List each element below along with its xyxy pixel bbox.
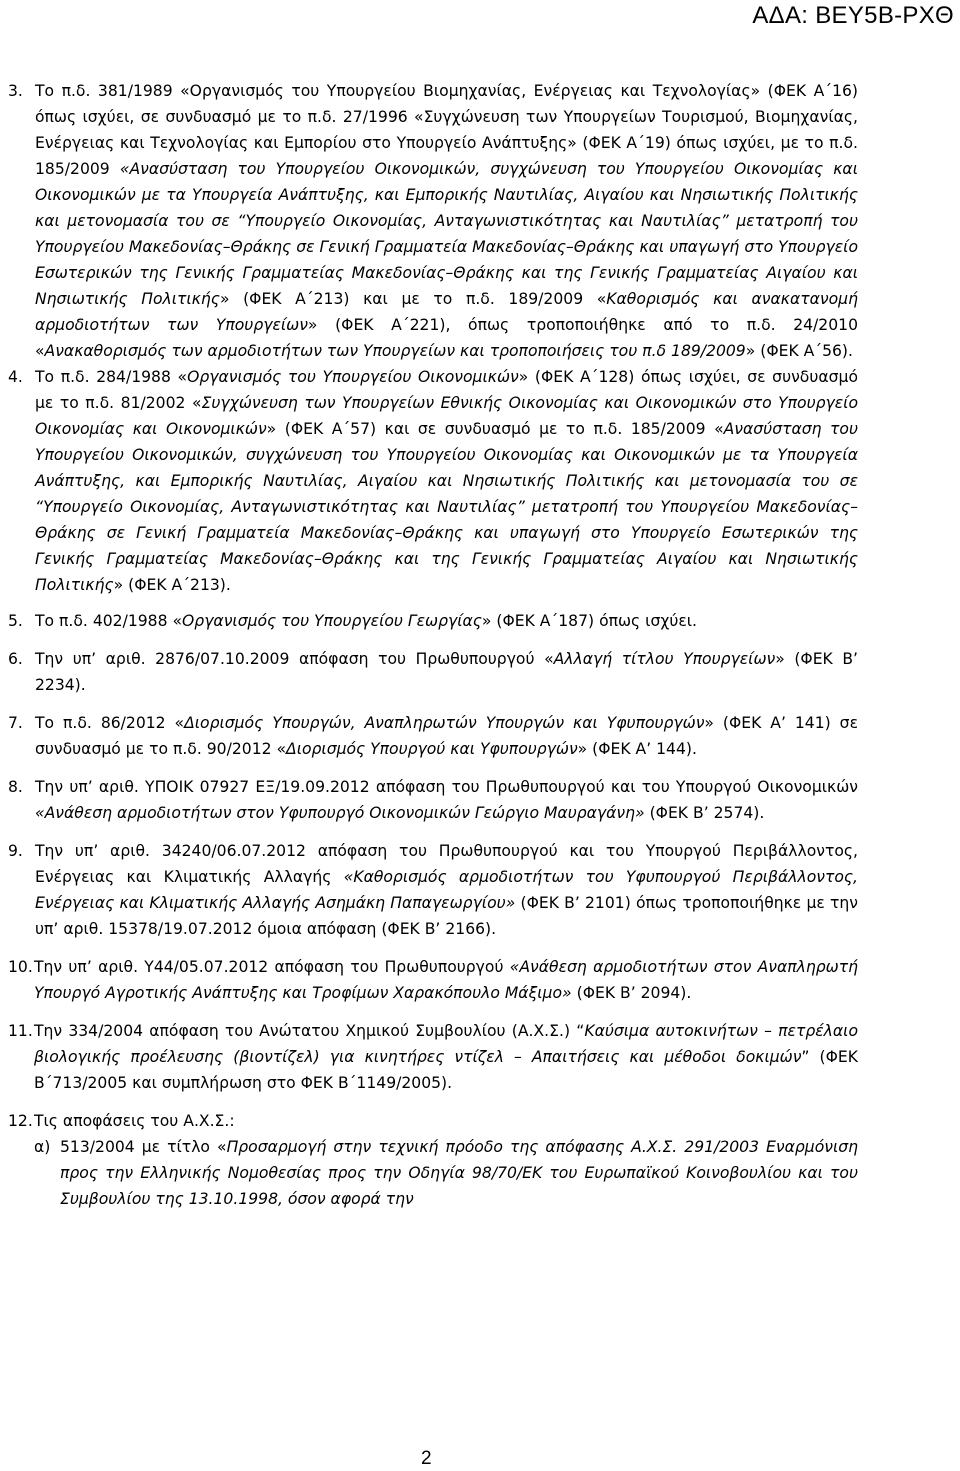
ada-code: ΑΔΑ: ΒΕΥ5Β-ΡΧΘ xyxy=(752,2,954,29)
italic-text-run: «Καθορισμός αρμοδιοτήτων του Υφυπουργού Περιβάλλοντος, Ενέργειας και Κλιματικής Αλλαγής Ασημάκη Παπαγεωργίου» xyxy=(35,868,858,912)
item-text xyxy=(35,710,858,762)
text-run: » (ΦΕΚ Α’ 144). xyxy=(577,740,697,758)
list-item xyxy=(8,710,858,762)
text-run: » (ΦΕΚ Β’ 2234). xyxy=(35,650,859,694)
text-run: » (ΦΕΚ Α΄213) και με το π.δ. 189/2009 « xyxy=(219,290,607,308)
italic-text-run: Διορισμός Υπουργού και Υφυπουργών xyxy=(286,740,578,758)
text-run: Το π.δ. 402/1988 « xyxy=(35,612,183,630)
list-item xyxy=(8,608,858,634)
item-number: 11. xyxy=(8,1022,33,1040)
item-number: 7. xyxy=(8,714,23,732)
italic-text-run: Ανακαθορισμός των αρμοδιοτήτων των Υπουργείων και τροποποιήσεις του π.δ 189/2009 xyxy=(44,342,746,360)
text-run: Το π.δ. 381/1989 «Οργανισμός του Υπουργείου Βιομηχανίας, Ενέργειας και Τεχνολογίας» (ΦΕΚ Α΄16) όπως ισχύει, σε συνδυασμό με το π.δ. 27/1996 «Συγχώνευση των Υπουργείων Τουρισμού, Βιομηχανίας, Ενέργειας και Τεχνολογίας και Εμπορίου στο Υπουργείο Ανάπτυξης» (ΦΕΚ Α΄19) όπως ισχύει, με το π.δ. 185/2009 xyxy=(35,82,858,178)
italic-text-run: Διορισμός Υπουργών, Αναπληρωτών Υπουργών και Υφυπουργών xyxy=(184,714,705,732)
list-item xyxy=(8,1108,858,1134)
item-text xyxy=(35,78,858,364)
item-text xyxy=(35,364,858,598)
italic-text-run: Αλλαγή τίτλου Υπουργείων xyxy=(553,650,776,668)
text-run: » (ΦΕΚ Α΄57) και σε συνδυασμό με το π.δ. 185/2009 « xyxy=(266,420,724,438)
item-number: 6. xyxy=(8,650,23,668)
item-text xyxy=(35,608,858,634)
item-text xyxy=(34,1108,858,1134)
italic-text-run: Προσαρμογή στην τεχνική πρόοδο της απόφασης Α.Χ.Σ. 291/2003 Εναρμόνιση προς την Ελληνικής Νομοθεσίας προς την Οδηγία 98/70/ΕΚ του Ευρωπαϊκού Κοινοβουλίου και του Συμβουλίου της 13.10.1998, όσον αφορά την xyxy=(60,1138,858,1208)
text-run: » (ΦΕΚ Α΄221), όπως τροποποιήθηκε από το π.δ. 24/2010 « xyxy=(35,316,858,360)
item-text xyxy=(35,774,858,826)
text-run: Την υπ’ αριθ. Υ44/05.07.2012 απόφαση του Πρωθυπουργού xyxy=(34,958,510,976)
text-run: (ΦΕΚ Β’ 2101) όπως τροποποιήθηκε με την υπ’ αριθ. 15378/19.07.2012 όμοια απόφαση (ΦΕΚ Β’ 2166). xyxy=(35,894,858,938)
item-number: 4. xyxy=(8,368,23,386)
italic-text-run: Οργανισμός του Υπουργείου Οικονομικών xyxy=(187,368,519,386)
italic-text-run: Καθορισμός και ανακατανομή αρμοδιοτήτων των Υπουργείων xyxy=(35,290,858,334)
italic-text-run: Καύσιμα αυτοκινήτων – πετρέλαιο βιολογικής προέλευσης (βιοντίζελ) για κινητήρες ντίζελ – Απαιτήσεις και μέθοδοι δοκιμών xyxy=(34,1022,858,1066)
list-item xyxy=(8,1018,858,1096)
list-item xyxy=(8,364,858,598)
text-run: Τις αποφάσεις του Α.Χ.Σ.: xyxy=(34,1112,235,1130)
italic-text-run: Οργανισμός του Υπουργείου Γεωργίας xyxy=(182,612,482,630)
item-number: 10. xyxy=(8,958,33,976)
item-number: 8. xyxy=(8,778,23,796)
text-run: Το π.δ. 86/2012 « xyxy=(35,714,185,732)
text-run: Την υπ’ αριθ. ΥΠΟΙΚ 07927 ΕΞ/19.09.2012 απόφαση του Πρωθυπουργού και του Υπουργού Οικονομικών xyxy=(35,778,858,796)
sub-list-item xyxy=(34,1134,858,1212)
text-run: » (ΦΕΚ Α’ 141) σε συνδυασμό με το π.δ. 90/2012 « xyxy=(35,714,858,758)
item-text xyxy=(34,1018,858,1096)
list-item xyxy=(8,774,858,826)
item-text xyxy=(34,954,858,1006)
sub-item-number: α) xyxy=(34,1138,51,1156)
list-item xyxy=(8,78,858,364)
italic-text-run: «Ανάθεση αρμοδιοτήτων στον Υφυπουργό Οικονομικών Γεώργιο Μαυραγάνη» xyxy=(35,804,645,822)
italic-text-run: Ανασύσταση του Υπουργείου Οικονομικών, συγχώνευση του Υπουργείου Οικονομίας και Οικονομικών με τα Υπουργεία Ανάπτυξης, και Εμπορικής Ναυτιλίας, Αιγαίου και Νησιωτικής Πολιτικής και μετονομασία του σε “Υπουργείο Οικονομίας, Ανταγωνιστικότητας και Ναυτιλίας” μετατροπή του Υπουργείου Μακεδονίας–Θράκης σε Γενική Γραμματεία Μακεδονίας–Θράκης και υπαγωγή στο Υπουργείο Εσωτερικών της Γενικής Γραμματείας Μακεδονίας–Θράκης και της Γενικής Γραμματείας Αιγαίου και Νησιωτικής Πολιτικής xyxy=(35,420,858,594)
list-item xyxy=(8,646,858,698)
text-run: (ΦΕΚ Β’ 2094). xyxy=(571,984,692,1002)
text-run: Την υπ’ αριθ. 2876/07.10.2009 απόφαση του Πρωθυπουργού « xyxy=(35,650,554,668)
item-number: 9. xyxy=(8,842,23,860)
document-body xyxy=(8,78,858,1212)
item-number: 5. xyxy=(8,612,23,630)
text-run: » (ΦΕΚ Α΄128) όπως ισχύει, σε συνδυασμό με το π.δ. 81/2002 « xyxy=(35,368,858,412)
text-run: Το π.δ. 284/1988 « xyxy=(35,368,188,386)
text-run: 513/2004 με τίτλο « xyxy=(60,1138,227,1156)
text-run: » (ΦΕΚ Α΄56). xyxy=(745,342,853,360)
item-text xyxy=(35,646,858,698)
page-number: 2 xyxy=(421,1448,432,1469)
italic-text-run: Συγχώνευση των Υπουργείων Εθνικής Οικονομίας και Οικονομικών στο Υπουργείο Οικονομίας και Οικονομικών xyxy=(35,394,858,438)
item-number: 12. xyxy=(8,1112,33,1130)
list-item xyxy=(8,954,858,1006)
text-run: » (ΦΕΚ Α΄187) όπως ισχύει. xyxy=(481,612,698,630)
item-number: 3. xyxy=(8,82,23,100)
text-run: (ΦΕΚ Β’ 2574). xyxy=(644,804,765,822)
text-run: Την 334/2004 απόφαση του Ανώτατου Χημικού Συμβουλίου (Α.Χ.Σ.) “ xyxy=(34,1022,585,1040)
italic-text-run: «Ανασύσταση του Υπουργείου Οικονομικών, συγχώνευση του Υπουργείου Οικονομίας και Οικονομικών με τα Υπουργεία Ανάπτυξης, και Εμπορικής Ναυτιλίας, Αιγαίου και Νησιωτικής Πολιτικής και μετονομασία του σε “Υπουργείο Οικονομίας, Ανταγωνιστικότητας και Ναυτιλίας” μετατροπή του Υπουργείου Μακεδονίας–Θράκης σε Γενική Γραμματεία Μακεδονίας–Θράκης και υπαγωγή στο Υπουργείο Εσωτερικών της Γενικής Γραμματείας Μακεδονίας–Θράκης και της Γενικής Γραμματείας Αιγαίου και Νησιωτικής Πολιτικής xyxy=(35,160,858,308)
item-text xyxy=(35,838,858,942)
text-run: ” (ΦΕΚ Β΄713/2005 και συμπλήρωση στο ΦΕΚ Β΄1149/2005). xyxy=(34,1048,858,1092)
italic-text-run: «Ανάθεση αρμοδιοτήτων στον Αναπληρωτή Υπουργό Αγροτικής Ανάπτυξης και Τροφίμων Χαρακόπουλο Μάξιμο» xyxy=(34,958,858,1002)
list-item xyxy=(8,838,858,942)
sub-item-text xyxy=(60,1134,858,1212)
text-run: » (ΦΕΚ Α΄213). xyxy=(113,576,231,594)
text-run: Την υπ’ αριθ. 34240/06.07.2012 απόφαση του Πρωθυπουργού και του Υπουργού Περιβάλλοντος, Ενέργειας και Κλιματικής Αλλαγής xyxy=(35,842,858,886)
